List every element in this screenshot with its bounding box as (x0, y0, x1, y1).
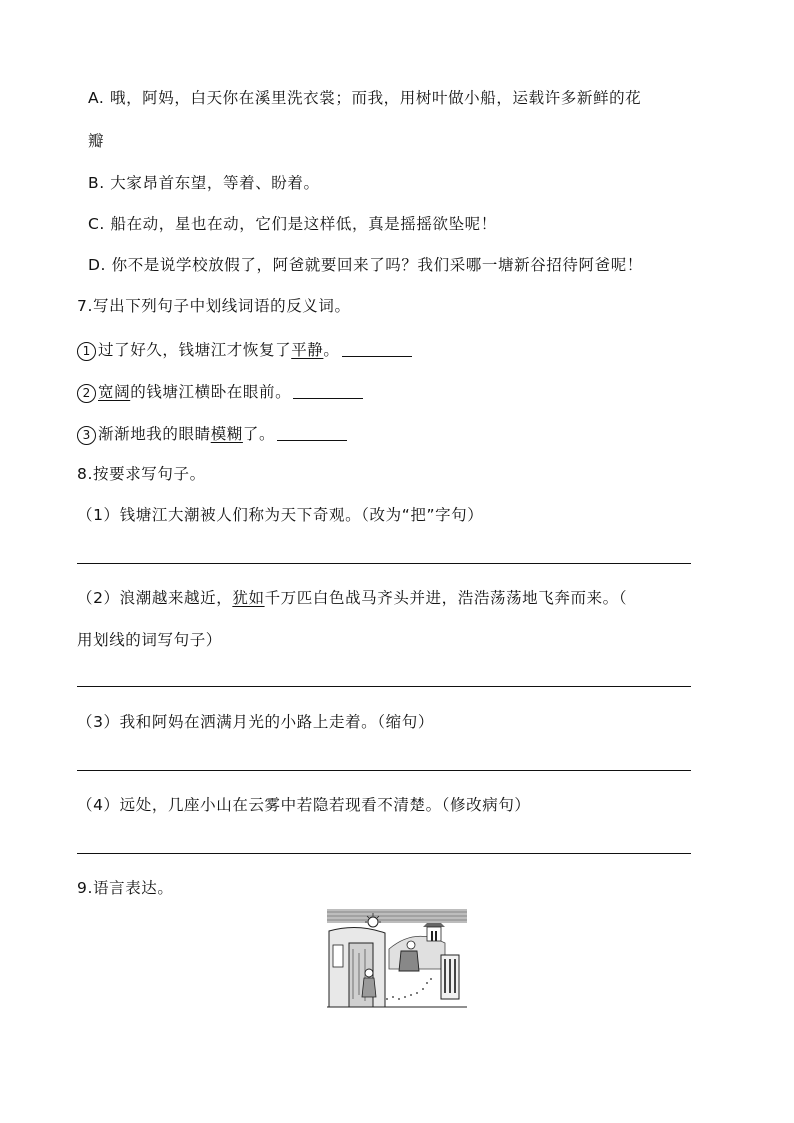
number-circle: 3 (77, 426, 96, 445)
option-a-line1: A. 哦，阿妈，白天你在溪里洗衣裳；而我，用树叶做小船，运载许多新鲜的花 (88, 89, 642, 107)
q7-item-2: 2 宽阔的钱塘江横卧在眼前。 (77, 380, 363, 403)
underlined-word: 模糊 (210, 425, 243, 443)
number-circle: 1 (77, 342, 96, 361)
q8-sentence-2: （2）浪潮越来越近，犹如千万匹白色战马齐头并进，浩浩荡荡地飞奔而来。（ (77, 589, 628, 607)
answer-line-4[interactable] (77, 853, 691, 854)
option-a-line2: 瓣 (88, 132, 105, 150)
answer-blank[interactable] (342, 356, 412, 357)
answer-line-2[interactable] (77, 686, 691, 687)
underlined-word: 平静 (291, 341, 324, 359)
answer-blank[interactable] (277, 440, 347, 441)
answer-blank[interactable] (293, 398, 363, 399)
q7-title: 7.写出下列句子中划线词语的反义词。 (77, 297, 351, 315)
q8-sentence-3: （3）我和阿妈在洒满月光的小路上走着。（缩句） (77, 713, 434, 731)
q8-title: 8.按要求写句子。 (77, 465, 206, 483)
q7-item-1: 1 过了好久，钱塘江才恢复了平静。 (77, 338, 412, 361)
q7-item-3: 3 渐渐地我的眼睛模糊了。 (77, 422, 347, 445)
q8-sentence-1: （1）钱塘江大潮被人们称为天下奇观。（改为“把”字句） (77, 506, 484, 524)
q8-sentence-2-line2: 用划线的词写句子） (77, 631, 222, 649)
answer-line-3[interactable] (77, 770, 691, 771)
option-c: C. 船在动，星也在动，它们是这样低，真是摇摇欲坠呢！ (88, 215, 497, 233)
q8-sentence-4: （4）远处，几座小山在云雾中若隐若现看不清楚。（修改病句） (77, 796, 531, 814)
underlined-word: 犹如 (232, 589, 265, 607)
number-circle: 2 (77, 384, 96, 403)
answer-line-1[interactable] (77, 563, 691, 564)
underlined-word: 宽阔 (98, 383, 131, 401)
option-b: B. 大家昂首东望，等着、盼着。 (88, 174, 320, 192)
option-d: D. 你不是说学校放假了，阿爸就要回来了吗？我们采哪一塘新谷招待阿爸呢！ (88, 256, 643, 274)
q9-title: 9.语言表达。 (77, 879, 174, 897)
cartoon-illustration (327, 909, 467, 1009)
